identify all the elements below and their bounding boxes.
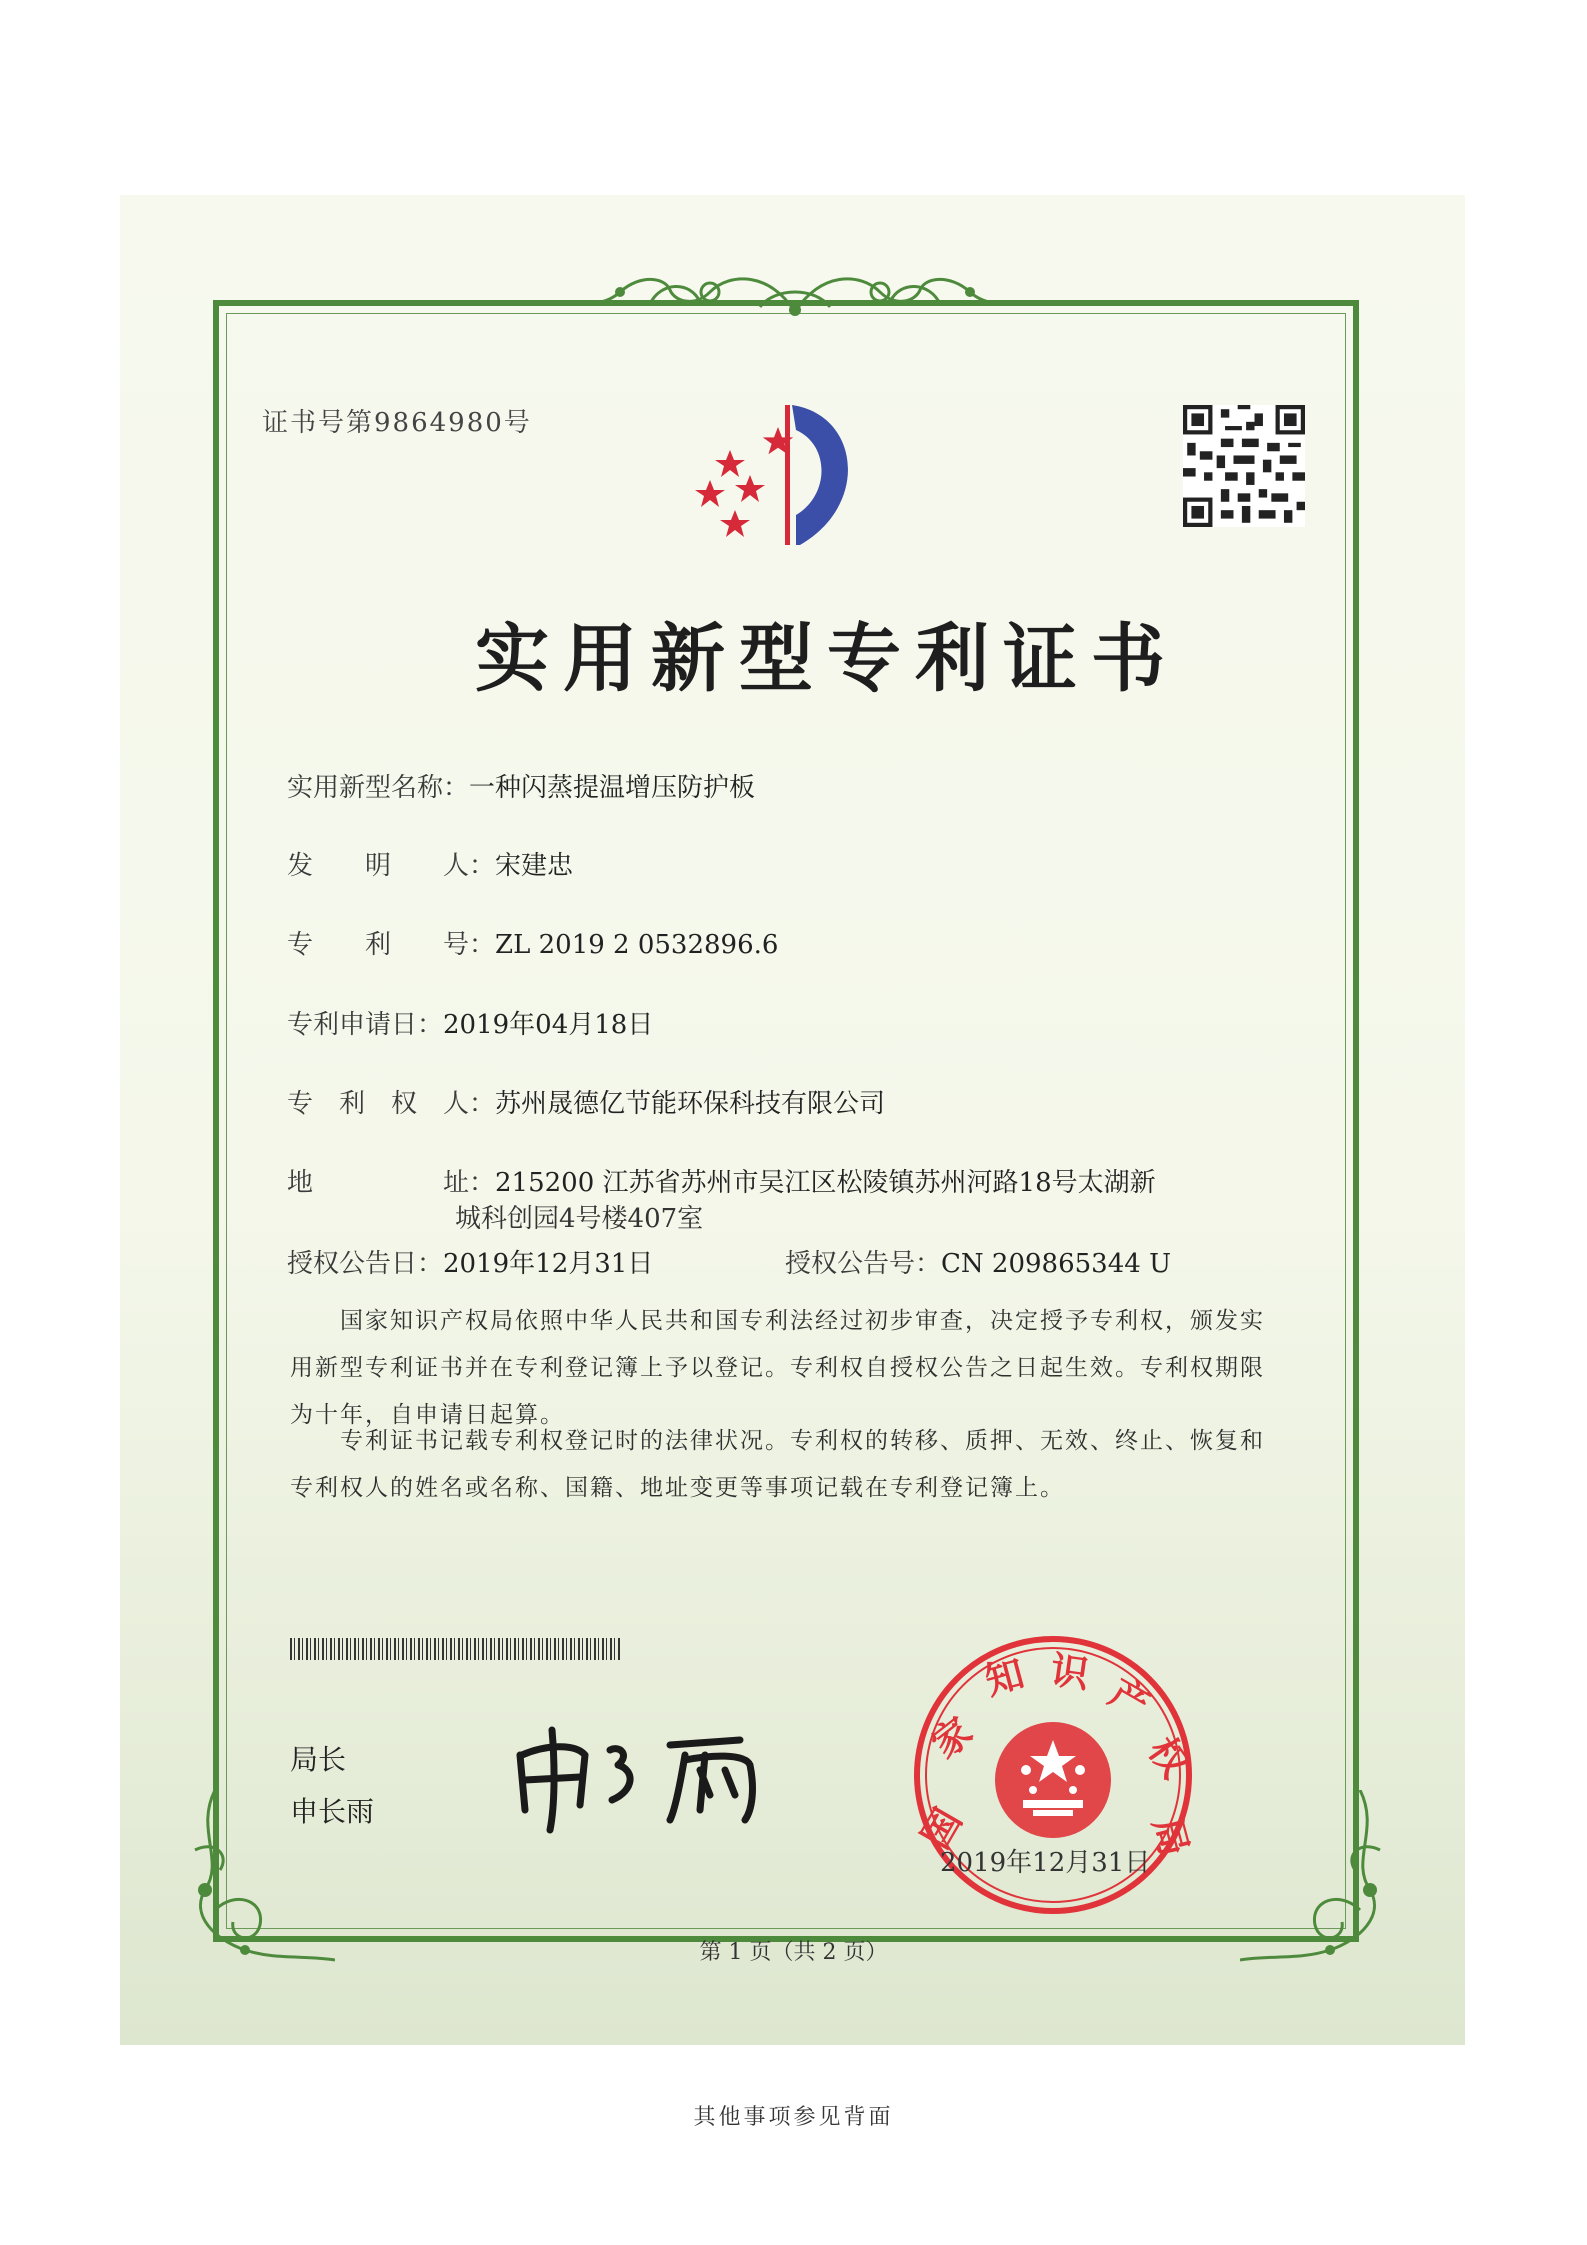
body-paragraph-1: 国家知识产权局依照中华人民共和国专利法经过初步审查，决定授予专利权，颁发实用新型专利证书并在专利登记簿上予以登记。专利权自授权公告之日起生效。专利权期限为十年，自申请日起算。 <box>290 1308 1265 1428</box>
page-title: 实用新型专利证书 <box>475 616 1179 702</box>
field-grant-no <box>785 1243 1171 1280</box>
field-grant-no-label: 授权公告号： <box>785 1249 942 1279</box>
cnipa-emblem-icon <box>690 395 900 555</box>
field-inventor <box>287 845 573 882</box>
field-patentee-value: 苏州晟德亿节能环保科技有限公司 <box>495 1089 886 1119</box>
field-patent-no-label: 专 利 号： <box>287 930 496 960</box>
certificate-number: 证书号第9864980号 <box>262 408 532 438</box>
page-number: 第 1 页（共 2 页） <box>699 1940 888 1965</box>
field-filing-date-label: 专利申请日： <box>287 1010 444 1040</box>
field-name-value: 一种闪蒸提温增压防护板 <box>469 773 756 803</box>
field-inventor-value: 宋建忠 <box>495 851 574 881</box>
field-address-label: 地 址： <box>287 1168 496 1198</box>
top-ornament-icon <box>560 262 1030 324</box>
field-name <box>287 767 755 804</box>
svg-text:家: 家 <box>923 1708 981 1767</box>
field-inventor-label: 发 明 人： <box>287 851 496 881</box>
svg-text:识: 识 <box>1047 1647 1092 1697</box>
field-filing-date-value: 2019年04月18日 <box>443 1010 654 1040</box>
handwritten-signature-icon <box>500 1715 800 1835</box>
field-patent-no-value: ZL 2019 2 0532896.6 <box>495 930 779 960</box>
qr-code-icon <box>1183 405 1305 527</box>
field-grant-date-value: 2019年12月31日 <box>443 1249 654 1279</box>
field-address-line1: 215200 江苏省苏州市吴江区松陵镇苏州河路18号太湖新 <box>495 1168 1156 1198</box>
field-patentee <box>287 1083 885 1120</box>
field-grant-date-label: 授权公告日： <box>287 1249 444 1279</box>
field-name-label: 实用新型名称： <box>287 773 470 803</box>
field-address-line2: 城科创园4号楼407室 <box>455 1204 704 1234</box>
footer-note: 其他事项参见背面 <box>693 2105 894 2130</box>
field-patent-no <box>287 924 778 961</box>
svg-text:局: 局 <box>1144 1812 1197 1861</box>
director-name: 申长雨 <box>290 1795 375 1828</box>
field-grant-no-value: CN 209865344 U <box>941 1249 1171 1279</box>
barcode-icon <box>290 1638 622 1660</box>
svg-text:国: 国 <box>913 1801 971 1856</box>
svg-text:知: 知 <box>980 1651 1029 1704</box>
field-address <box>287 1162 1156 1199</box>
svg-text:产: 产 <box>1102 1670 1157 1728</box>
field-patentee-label: 专 利 权 人： <box>287 1089 496 1119</box>
seal-date: 2019年12月31日 <box>940 1848 1151 1878</box>
svg-text:权: 权 <box>1139 1729 1198 1786</box>
field-grant-date <box>287 1243 653 1280</box>
field-filing-date <box>287 1004 653 1041</box>
director-title: 局长 <box>290 1743 347 1776</box>
body-paragraph-2: 专利证书记载专利权登记时的法律状况。专利权的转移、质押、无效、终止、恢复和专利权人的姓名或名称、国籍、地址变更等事项记载在专利登记簿上。 <box>290 1428 1265 1501</box>
